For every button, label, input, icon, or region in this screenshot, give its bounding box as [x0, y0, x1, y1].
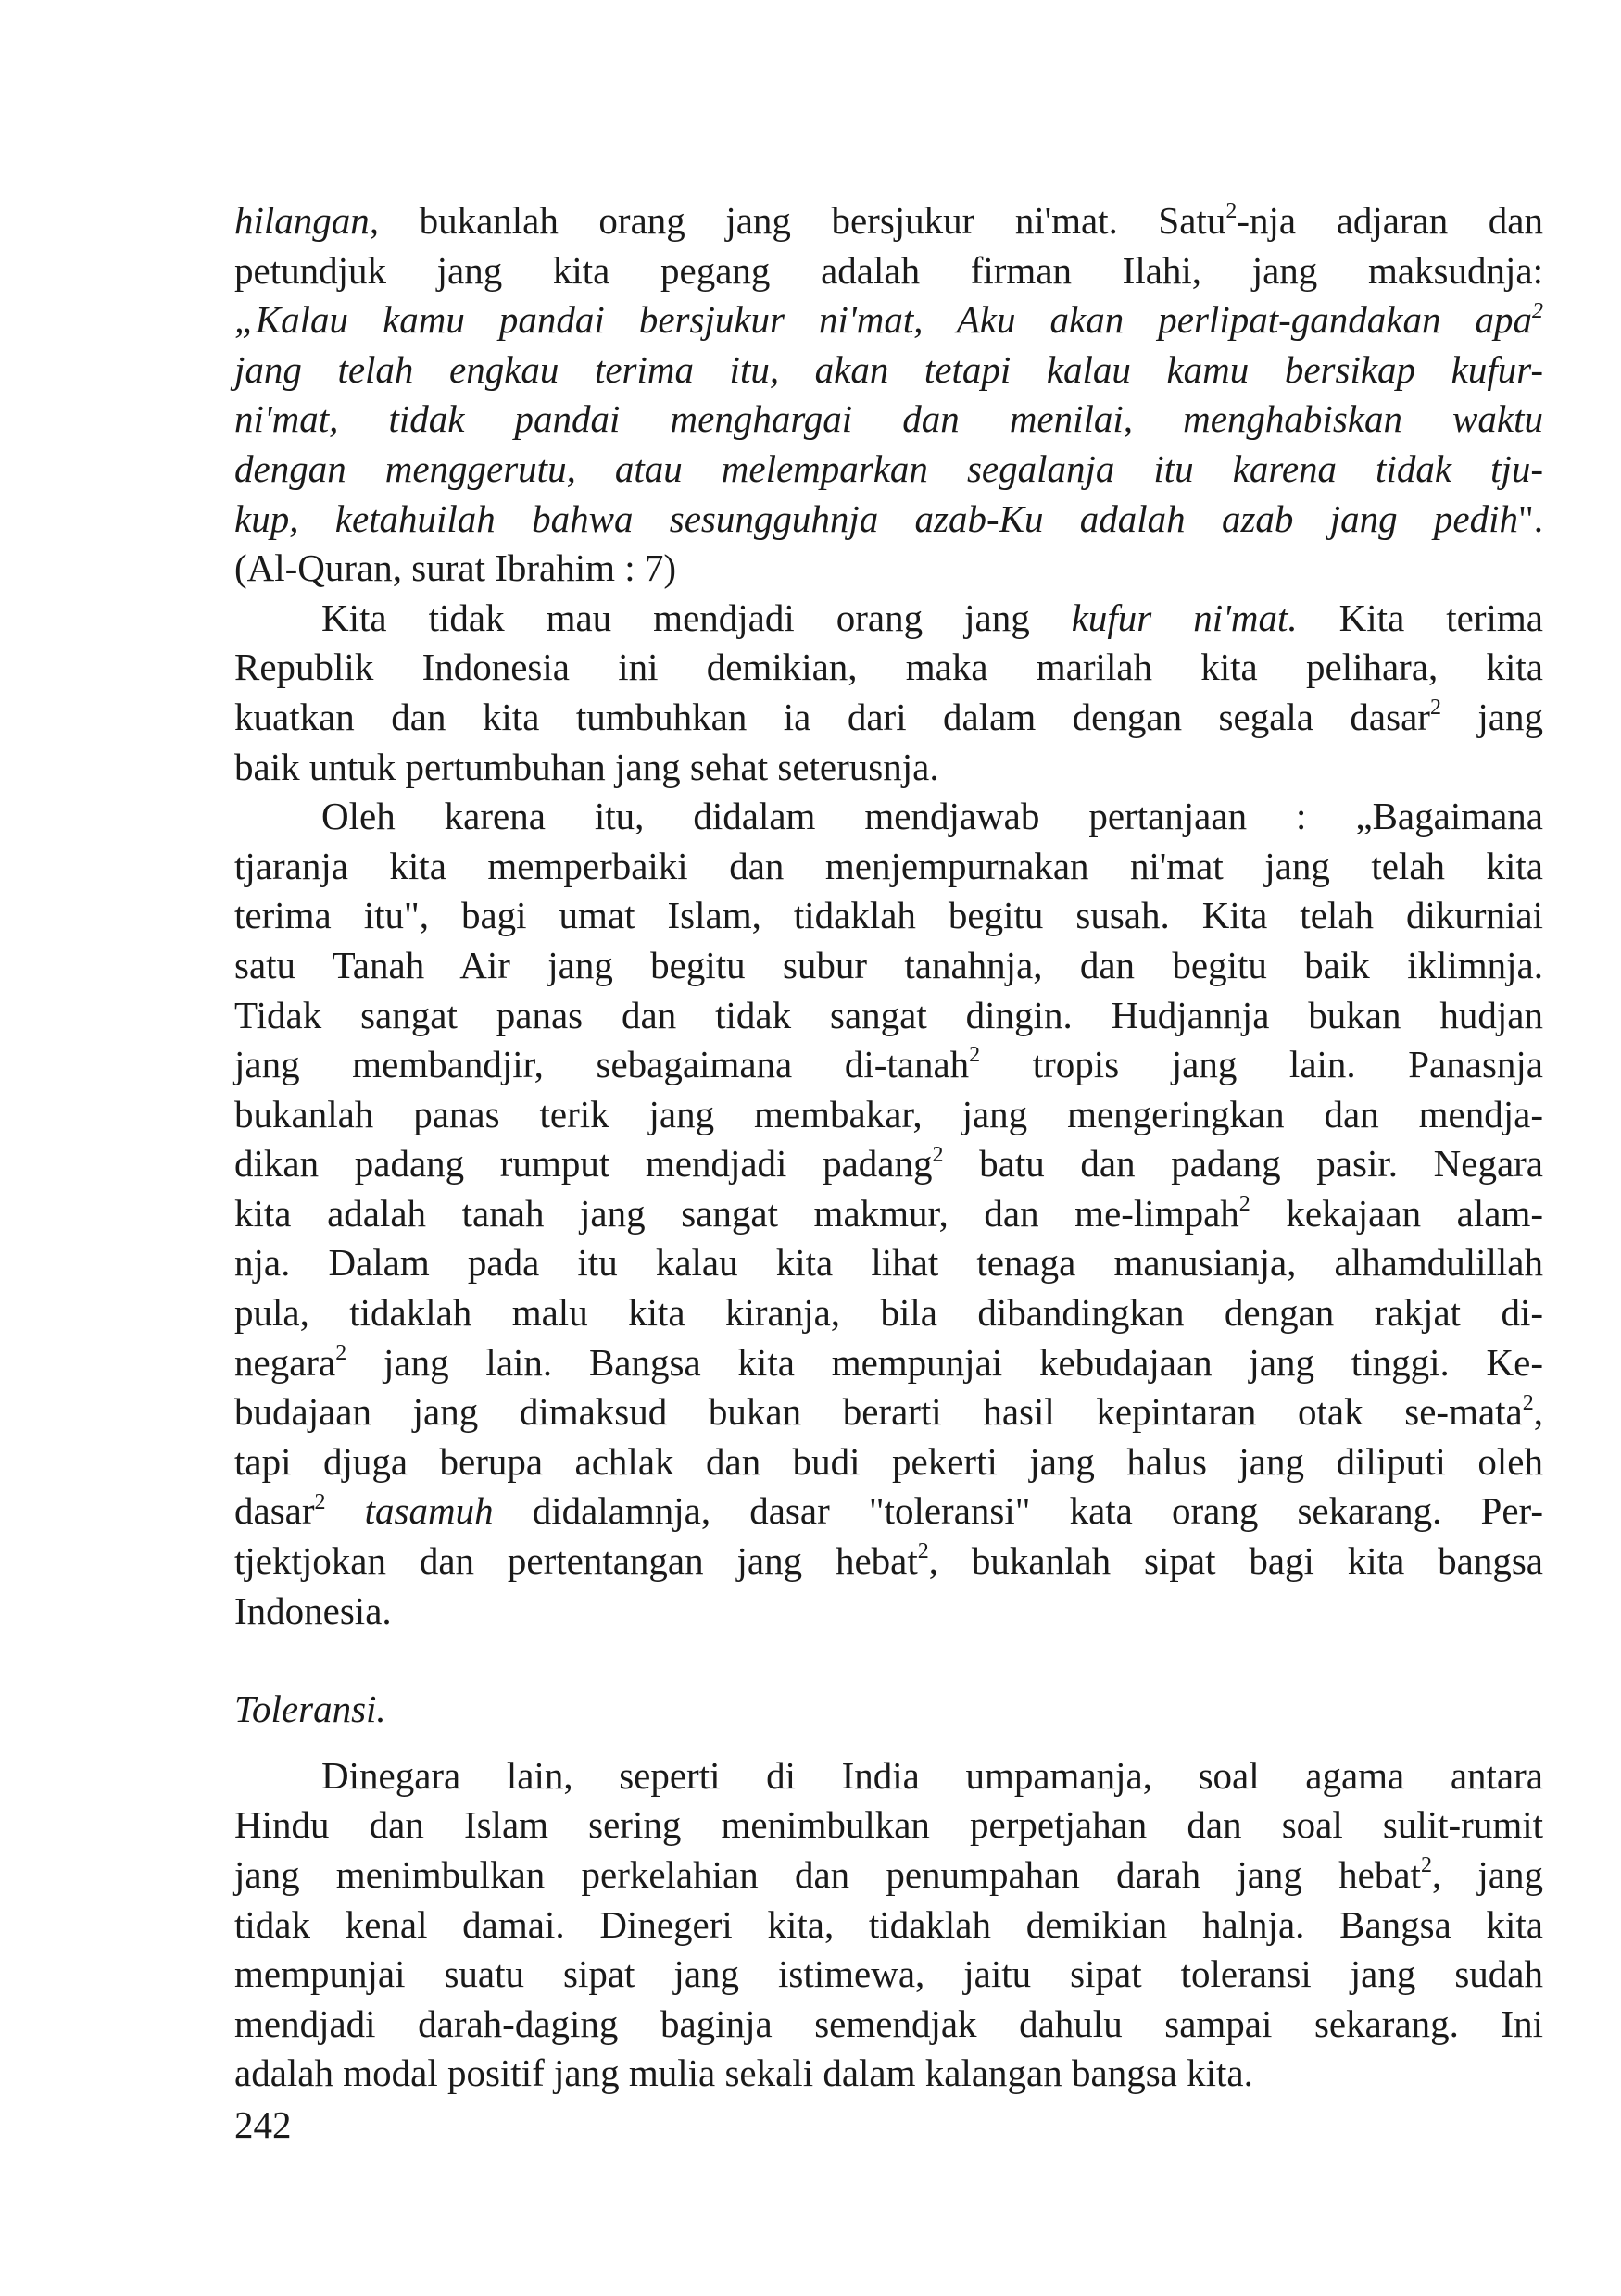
quran-quote-line: „Kalau kamu pandai bersjukur ni'mat, Aku akan perlipat-gandakan apa$^2$	[234, 298, 1543, 342]
text-line: pula, tidaklah malu kita kiranja, bila dibandingkan dengan rakjat di-	[234, 1291, 1543, 1335]
text-line: bukanlah panas terik jang membakar, jang mengeringkan dan mendja-	[234, 1092, 1543, 1135]
text-line: mempunjai suatu sipat jang istimewa, jaitu sipat toleransi jang sudah	[234, 1952, 1543, 1996]
quran-quote-line: dengan menggerutu, atau melemparkan segalanja itu karena tidak tju-	[234, 446, 1543, 490]
text-line: hilangan, bukanlah orang jang bersjukur ni'mat. Satu$^2$-nja adjaran dan	[234, 199, 1544, 242]
text-line: Indonesia.	[234, 1588, 392, 1632]
text-line: satu Tanah Air jang begitu subur tanahnja, dan begitu baik iklimnja.	[234, 943, 1543, 986]
spacer	[234, 1636, 1543, 1685]
text-line: Hindu dan Islam sering menimbulkan perpetjahan dan soal sulit-rumit	[234, 1803, 1543, 1847]
text-line: petundjuk jang kita pegang adalah firman Ilahi, jang maksudnja:	[234, 248, 1543, 292]
text-line: dasar$^2$ tasamuh didalamnja, dasar "toleransi" kata orang sekarang. Per-	[234, 1489, 1543, 1533]
paragraph-1	[234, 196, 1543, 594]
page-body	[234, 196, 1543, 2099]
text-line: nja. Dalam pada itu kalau kita lihat tenaga manusianja, alhamdulillah	[234, 1241, 1543, 1285]
text-line: tapi djuga berupa achlak dan budi pekerti jang halus jang diliputi oleh	[234, 1439, 1543, 1483]
text-line: budajaan jang dimaksud bukan berarti hasil kepintaran otak se-mata$^2$,	[234, 1390, 1543, 1434]
quran-quote-line: ni'mat, tidak pandai menghargai dan menilai, menghabiskan waktu	[234, 397, 1543, 441]
text-line: tjaranja kita memperbaiki dan menjempurnakan ni'mat jang telah kita	[234, 844, 1543, 887]
text-line: Republik Indonesia ini demikian, maka marilah kita pelihara, kita	[234, 646, 1543, 689]
text-line: Kita tidak mau mendjadi orang jang kufur ni'mat. Kita terima	[321, 596, 1543, 639]
text-line: tidak kenal damai. Dinegeri kita, tidaklah demikian halnja. Bangsa kita	[234, 1902, 1543, 1946]
text-line: terima itu", bagi umat Islam, tidaklah begitu susah. Kita telah dikurniai	[234, 894, 1543, 937]
page-number: 242	[234, 2103, 292, 2146]
quran-quote-line: jang telah engkau terima itu, akan tetapi kalau kamu bersikap kufur-	[234, 347, 1543, 391]
text-line: baik untuk pertumbuhan jang sehat seterusnja.	[234, 745, 939, 788]
text-line: kita adalah tanah jang sangat makmur, dan me-limpah$^2$ kekajaan alam-	[234, 1191, 1543, 1235]
text-line: dikan padang rumput mendjadi padang$^2$ batu dan padang pasir. Negara	[234, 1142, 1543, 1186]
text-line: Oleh karena itu, didalam mendjawab pertanjaan : „Bagaimana	[321, 795, 1543, 838]
text-line: kuatkan dan kita tumbuhkan ia dari dalam dengan segala dasar$^2$ jang	[234, 695, 1544, 738]
paragraph-4	[234, 1751, 1543, 2099]
text-line: negara$^2$ jang lain. Bangsa kita mempunjai kebudajaan jang tinggi. Ke-	[234, 1340, 1543, 1384]
section-heading: Toleransi.	[234, 1687, 386, 1731]
text-line: Tidak sangat panas dan tidak sangat dingin. Hudjannja bukan hudjan	[234, 993, 1543, 1036]
quran-quote-line: kup, ketahuilah bahwa sesungguhnja azab-Ku adalah azab jang pedih".	[234, 496, 1543, 540]
text-line: tjektjokan dan pertentangan jang hebat$^2$, bukanlah sipat bagi kita bangsa	[234, 1539, 1543, 1583]
text-line: adalah modal positif jang mulia sekali dalam kalangan bangsa kita.	[234, 2051, 1253, 2095]
citation-line: (Al-Quran, surat Ibrahim : 7)	[234, 546, 677, 590]
paragraph-2	[234, 594, 1543, 792]
text-line: jang membandjir, sebagaimana di-tanah$^2$ tropis jang lain. Panasnja	[234, 1043, 1543, 1086]
text-line: jang menimbulkan perkelahian dan penumpahan darah jang hebat$^2$, jang	[234, 1853, 1543, 1896]
text-line: Dinegara lain, seperti di India umpamanja, soal agama antara	[321, 1753, 1543, 1797]
paragraph-3	[234, 792, 1543, 1636]
text-line: mendjadi darah-daging baginja semendjak dahulu sampai sekarang. Ini	[234, 2001, 1543, 2045]
